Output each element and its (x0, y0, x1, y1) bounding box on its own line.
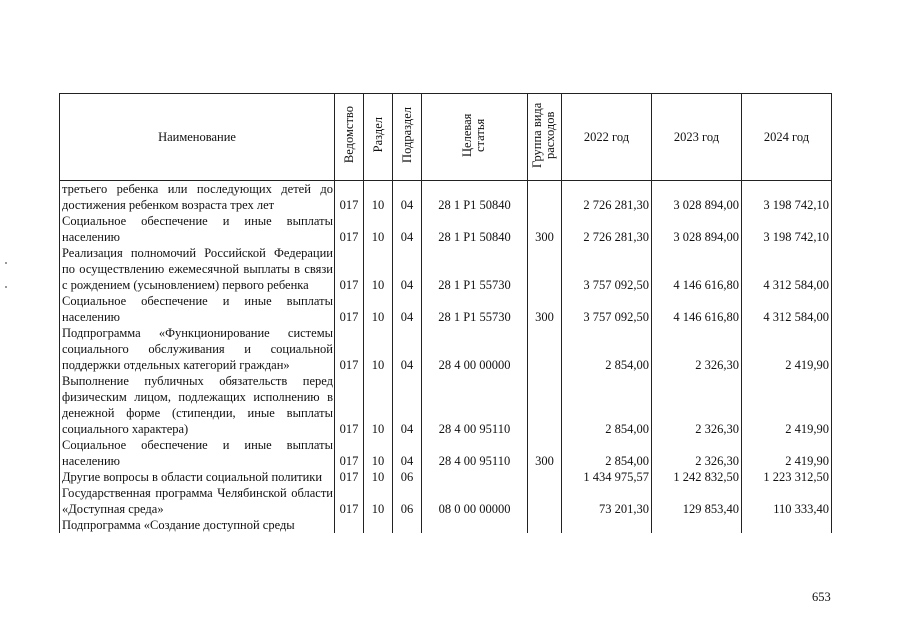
row-group: 300 (528, 293, 562, 325)
scan-mark (5, 262, 7, 264)
row-subsection: 04 (393, 373, 422, 437)
row-2022: 2 726 281,30 (562, 213, 652, 245)
row-group (528, 245, 562, 293)
header-section: Раздел (370, 117, 385, 153)
row-section: 10 (364, 213, 393, 245)
row-name: Выполнение публичных обязательств перед физическим лицом, подлежащих исполнению в денежной форме (стипендии, иные выплаты социального характера) (60, 373, 335, 437)
row-2022: 3 757 092,50 (562, 293, 652, 325)
row-2024: 3 198 742,10 (742, 181, 832, 214)
row-2022: 2 854,00 (562, 373, 652, 437)
row-group (528, 325, 562, 373)
row-2022: 1 434 975,57 (562, 469, 652, 485)
row-2024: 2 419,90 (742, 373, 832, 437)
scan-mark (5, 286, 7, 288)
row-dept: 017 (335, 373, 364, 437)
row-dept: 017 (335, 325, 364, 373)
row-dept (335, 517, 364, 533)
row-name: Реализация полномочий Российской Федерации по осуществлению ежемесячной выплаты в связи с рождением (усыновлением) первого ребенка (60, 245, 335, 293)
row-target: 28 1 P1 55730 (422, 245, 528, 293)
row-group (528, 181, 562, 214)
row-name: Социальное обеспечение и иные выплаты населению (60, 213, 335, 245)
table-row (60, 325, 832, 373)
row-2024: 4 312 584,00 (742, 245, 832, 293)
row-section (364, 517, 393, 533)
row-2023: 2 326,30 (652, 325, 742, 373)
row-section: 10 (364, 293, 393, 325)
row-subsection: 04 (393, 181, 422, 214)
row-2024 (742, 517, 832, 533)
row-target (422, 469, 528, 485)
row-2022: 2 726 281,30 (562, 181, 652, 214)
row-section: 10 (364, 325, 393, 373)
row-2023: 4 146 616,80 (652, 293, 742, 325)
row-2023: 2 326,30 (652, 437, 742, 469)
header-target: Целевая статья (459, 113, 487, 157)
row-2024: 1 223 312,50 (742, 469, 832, 485)
row-section: 10 (364, 245, 393, 293)
row-2024: 2 419,90 (742, 325, 832, 373)
row-subsection: 04 (393, 245, 422, 293)
row-name: Подпрограмма «Создание доступной среды (60, 517, 335, 533)
row-group: 300 (528, 437, 562, 469)
row-dept: 017 (335, 181, 364, 214)
row-section: 10 (364, 485, 393, 517)
table-header (60, 94, 832, 181)
row-target: 08 0 00 00000 (422, 485, 528, 517)
row-group (528, 373, 562, 437)
row-2023: 129 853,40 (652, 485, 742, 517)
row-name: Государственная программа Челябинской области «Доступная среда» (60, 485, 335, 517)
row-name: Подпрограмма «Функционирование системы социального обслуживания и социальной поддержки отдельных категорий граждан» (60, 325, 335, 373)
row-2023: 1 242 832,50 (652, 469, 742, 485)
row-2024: 3 198 742,10 (742, 213, 832, 245)
row-2024: 2 419,90 (742, 437, 832, 469)
row-target: 28 4 00 95110 (422, 437, 528, 469)
row-2022 (562, 517, 652, 533)
page-number: 653 (812, 590, 831, 604)
budget-table (59, 93, 832, 533)
row-name: Другие вопросы в области социальной политики (60, 469, 335, 485)
row-name: третьего ребенка или последующих детей до достижения ребенком возраста трех лет (60, 181, 335, 214)
header-2023: 2023 год (652, 94, 742, 181)
row-target: 28 1 P1 50840 (422, 181, 528, 214)
row-group (528, 485, 562, 517)
row-2023: 3 028 894,00 (652, 213, 742, 245)
row-2023 (652, 517, 742, 533)
table-row (60, 213, 832, 245)
row-section: 10 (364, 181, 393, 214)
row-subsection: 06 (393, 485, 422, 517)
row-target: 28 1 P1 55730 (422, 293, 528, 325)
row-dept: 017 (335, 469, 364, 485)
header-group: Группа вида расходов (529, 102, 557, 168)
table-row (60, 517, 832, 533)
row-section: 10 (364, 437, 393, 469)
header-dept: Ведомство (341, 106, 356, 164)
row-subsection: 04 (393, 213, 422, 245)
row-2024: 110 333,40 (742, 485, 832, 517)
row-2023: 3 028 894,00 (652, 181, 742, 214)
row-subsection: 04 (393, 293, 422, 325)
row-subsection (393, 517, 422, 533)
table-row (60, 373, 832, 437)
row-2023: 2 326,30 (652, 373, 742, 437)
row-section: 10 (364, 373, 393, 437)
row-2022: 2 854,00 (562, 437, 652, 469)
row-dept: 017 (335, 437, 364, 469)
table-row (60, 437, 832, 469)
table-row (60, 181, 832, 214)
row-2022: 2 854,00 (562, 325, 652, 373)
row-name: Социальное обеспечение и иные выплаты населению (60, 437, 335, 469)
table-row (60, 293, 832, 325)
header-subsection: Подраздел (399, 107, 414, 163)
header-2022: 2022 год (562, 94, 652, 181)
row-dept: 017 (335, 485, 364, 517)
header-2024: 2024 год (742, 94, 832, 181)
table-row (60, 245, 832, 293)
row-dept: 017 (335, 245, 364, 293)
table-row (60, 485, 832, 517)
row-subsection: 04 (393, 437, 422, 469)
row-dept: 017 (335, 293, 364, 325)
row-subsection: 06 (393, 469, 422, 485)
row-dept: 017 (335, 213, 364, 245)
table-row (60, 469, 832, 485)
row-section: 10 (364, 469, 393, 485)
row-subsection: 04 (393, 325, 422, 373)
row-target (422, 517, 528, 533)
row-2022: 3 757 092,50 (562, 245, 652, 293)
header-name: Наименование (60, 94, 335, 181)
row-2023: 4 146 616,80 (652, 245, 742, 293)
row-target: 28 4 00 00000 (422, 325, 528, 373)
row-group (528, 517, 562, 533)
row-2022: 73 201,30 (562, 485, 652, 517)
row-group (528, 469, 562, 485)
row-name: Социальное обеспечение и иные выплаты населению (60, 293, 335, 325)
row-target: 28 1 P1 50840 (422, 213, 528, 245)
row-2024: 4 312 584,00 (742, 293, 832, 325)
row-target: 28 4 00 95110 (422, 373, 528, 437)
row-group: 300 (528, 213, 562, 245)
